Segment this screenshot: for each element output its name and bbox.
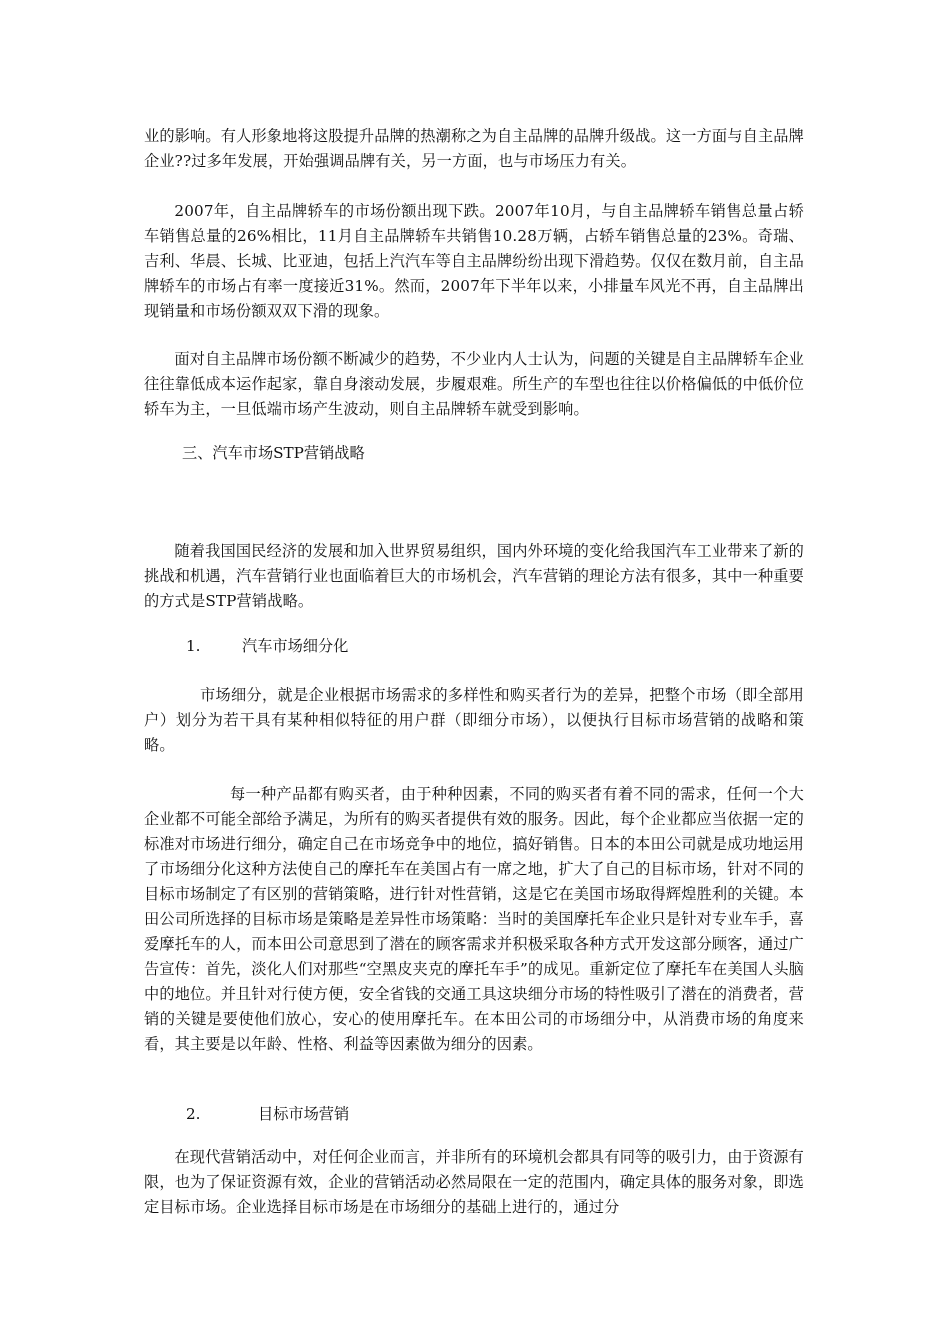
paragraph-segmentation-definition: 市场细分，就是企业根据市场需求的多样性和购买者行为的差异，把整个市场（即全部用户）划分为若干具有某种相似特征的用户群（即细分市场），以便执行目标市场营销的战略和策略。 (144, 686, 804, 754)
subheading-1-title: 汽车市场细分化 (242, 637, 349, 655)
subheading-2-number: 2. (186, 1105, 201, 1123)
paragraph-honda-case: 每一种产品都有购买者，由于种种因素，不同的购买者有着不同的需求，任何一个大企业都不可能全部给予满足，为所有的购买者提供有效的服务。因此，每个企业都应当依据一定的标准对市场进行细分，确定自己在市场竞争中的地位，搞好销售。日本的本田公司就是成功地运用了市场细分化这种方法使自己的摩托车在美国占有一席之地，扩大了自己的目标市场，针对不同的目标市场制定了有区别的营销策略，进行针对性营销，这是它在美国市场取得辉煌胜利的关键。本田公司所选择的目标市场是策略是差异性市场策略：当时的美国摩托车企业只是针对专业车手，喜爱摩托车的人，而本田公司意思到了潜在的顾客需求并积极采取各种方式开发这部分顾客，通过广告宣传：首先，淡化人们对那些“空黑皮夹克的摩托车手”的成见。重新定位了摩托车在美国人头脑中的地位。并且针对行使方便，安全省钱的交通工具这块细分市场的特性吸引了潜在的消费者，营销的关键是要使他们放心，安心的使用摩托车。在本田公司的市场细分中，从消费市场的角度来看，其主要是以年龄、性格、利益等因素做为细分的因素。 (144, 785, 805, 1053)
subheading-1-number: 1. (186, 637, 201, 655)
paragraph-industry-opinion: 面对自主品牌市场份额不断减少的趋势，不少业内人士认为，问题的关键是自主品牌轿车企业往往靠低成本运作起家，靠自身滚动发展，步履艰难。所生产的车型也往往以价格偏低的中低价位轿车为主，一旦低端市场产生波动，则自主品牌轿车就受到影响。 (144, 350, 804, 418)
paragraph-target-market: 在现代营销活动中，对任何企业而言，并非所有的环境机会都具有同等的吸引力，由于资源有限，也为了保证资源有效，企业的营销活动必然局限在一定的范围内，确定具体的服务对象，即选定目标市场。企业选择目标市场是在市场细分的基础上进行的，通过分 (144, 1148, 804, 1216)
paragraph-stp-intro: 随着我国国民经济的发展和加入世界贸易组织，国内外环境的变化给我国汽车工业带来了新的挑战和机遇，汽车营销行业也面临着巨大的市场机会，汽车营销的理论方法有很多，其中一种重要的方式是STP营销战略。 (144, 542, 804, 610)
paragraph-brand-upgrade: 业的影响。有人形象地将这股提升品牌的热潮称之为自主品牌的品牌升级战。这一方面与自主品牌企业??过多年发展，开始强调品牌有关，另一方面，也与市场压力有关。 (144, 127, 804, 170)
subheading-2-title: 目标市场营销 (258, 1105, 350, 1123)
section-heading-stp: 三、汽车市场STP营销战略 (182, 444, 365, 462)
paragraph-market-share-decline: 2007年，自主品牌轿车的市场份额出现下跌。2007年10月，与自主品牌轿车销售总量占轿车销售总量的26%相比，11月自主品牌轿车共销售10.28万辆，占轿车销售总量的23%。奇瑞、吉利、华晨、长城、比亚迪，包括上汽汽车等自主品牌纷纷出现下滑趋势。仅仅在数月前，自主品牌轿车的市场占有率一度接近31%。然而，2007年下半年以来，小排量车风光不再，自主品牌出现销量和市场份额双双下滑的现象。 (144, 202, 804, 320)
